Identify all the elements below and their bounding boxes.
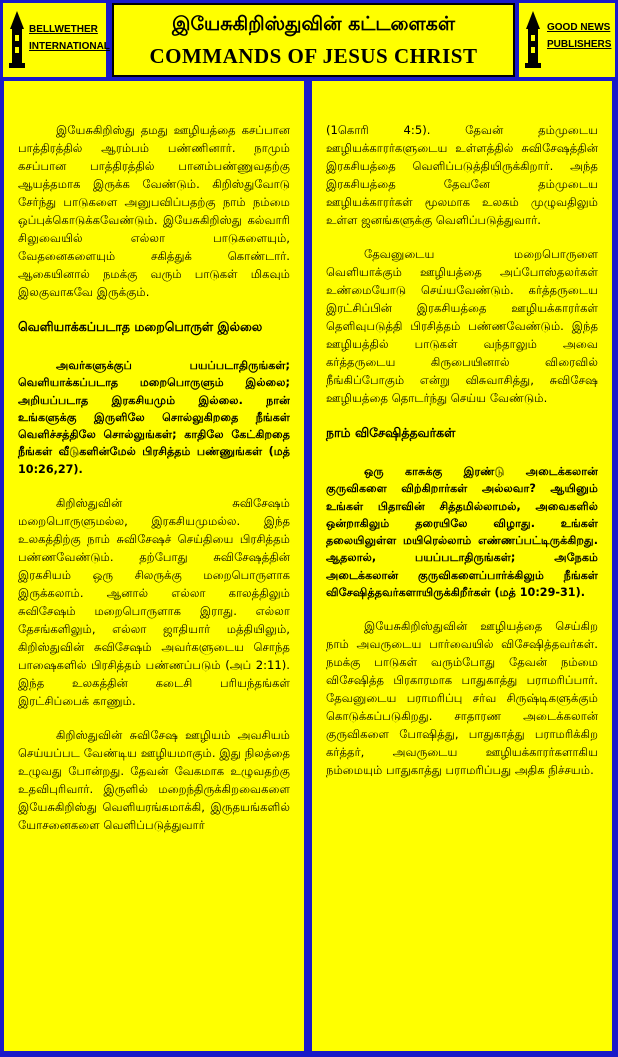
bellwether-logo-text bbox=[29, 21, 110, 55]
title-banner bbox=[112, 3, 515, 77]
logo-left-line2: INTERNATIONAL bbox=[29, 41, 110, 52]
left-paragraph-2: கிறிஸ்துவின் சுவிசேஷம் மறைபொருளுமல்ல, இரகசியமுமல்ல. இந்த உலகத்திற்கு நாம் சுவிசேஷச் செய்தியை பிரசித்தம் பண்ணவேண்டும். தற்போது சுவிசேஷத்தின் இரகசியம் ஒரு சிலருக்கு மறைபொருளாக இருக்கலாம். ஆனால் எல்லா காலத்திலும் சுவிசேஷம் மறைபொருளாக இராது. எல்லா தேசங்களிலும், எல்லா ஜாதியார் மத்தியிலும், கிறிஸ்துவின் சுவிசேஷம் அவர்களுடைய சொந்த பாஷைகளில் பிரசித்தம் பண்ணப்படும் (அப் 2:11). இந்த உலகத்தின் கடைசி பரியந்தங்கள் இரட்சிப்பைக் காணும். bbox=[18, 496, 290, 709]
good-news-logo bbox=[519, 3, 615, 77]
right-scripture-quote: ஒரு காசுக்கு இரண்டு அடைக்கலான் குருவிகளை விற்கிறார்கள் அல்லவா? ஆயினும் உங்கள் பிதாவின் சித்தமில்லாமல், அவைகளில் ஒன்றாகிலும் தரையிலே விழாது. உங்கள் தலையிலுள்ள மயிரெல்லாம் எண்ணப்பட்டிருக்கிறது. ஆதலால், பயப்படாதிருங்கள்; அநேகம் அடைக்கலான் குருவிகளைப்பார்க்கிலும் நீங்கள் விசேஷித்தவர்களாயிருக்கிறீர்கள் (மத் 10:29-31). bbox=[326, 465, 598, 600]
left-section-heading: வெளியாக்கப்படாத மறைபொருள் இல்லை bbox=[18, 319, 263, 334]
bellwether-logo bbox=[3, 3, 110, 77]
tower-icon bbox=[523, 11, 543, 69]
title-tamil: இயேசுகிறிஸ்துவின் கட்டளைகள் bbox=[172, 13, 455, 35]
tower-icon bbox=[7, 11, 27, 69]
logo-right-line2: PUBLISHERS bbox=[547, 39, 612, 50]
good-news-logo-text bbox=[547, 19, 611, 53]
page-header bbox=[3, 3, 615, 77]
left-column bbox=[4, 81, 304, 1051]
left-paragraph-1: இயேசுகிறிஸ்து தமது ஊழியத்தை கசப்பான பாத்திரத்தில் ஆரம்பம் பண்ணினார். நாமும் கசப்பான பாத்திரத்தில் பானம்பண்ணுவதற்கு ஆயத்தமாக இருக்க வேண்டும். கிறிஸ்துவோடு சேர்ந்து பாடுகளை அனுபவிப்பதற்கு நாம் நம்மை ஒப்புக்கொடுக்கவேண்டும். இயேசுகிறிஸ்து கல்வாரி சிலுவையில் எல்லா பாடுகளையும், வேதனைகளையும் சகித்துக் கொண்டார். ஆகையினால் நமக்கு வரும் பாடுகள் மிகவும் இலகுவாகவே இருக்கும். bbox=[18, 123, 290, 299]
logo-right-line1: GOOD NEWS bbox=[547, 22, 611, 33]
right-paragraph-1: (1கொரி 4:5). தேவன் தம்முடைய ஊழியக்காரர்களுடைய உள்ளத்தில் சுவிசேஷத்தின் இரகசியத்தை வெளிப்படுத்தியிருக்கிறார். அந்த இரகசியத்தை தேவனே தம்முடைய ஊழியக்காரர்கள் மூலமாக உலகம் முழுவதிலும் உள்ள ஜனங்களுக்கு வெளிப்படுத்துவார். bbox=[326, 123, 598, 227]
right-paragraph-3: இயேசுகிறிஸ்துவின் ஊழியத்தை செய்கிற நாம் அவருடைய பார்வையில் விசேஷித்தவர்கள். நமக்கு பாடுகள் வரும்போது தேவன் நம்மை விசேஷித்த பிரகாரமாக பாதுகாத்து பராமரிப்பார். தேவனுடைய பராமரிப்பு சர்வ சிருஷ்டிகளுக்கும் கொடுக்கப்படுகிறது. சாதாரண அடைக்கலான் குருவிகளை போஷித்து, பாதுகாத்து பராமரிக்கிற கர்த்தர், அவருடைய ஊழியக்காரர்களாகிய நம்மையும் பாதுகாத்து பராமரிப்பது அதிக நிச்சயம். bbox=[326, 619, 598, 778]
logo-left-line1: BELLWETHER bbox=[29, 24, 98, 35]
left-paragraph-3: கிறிஸ்துவின் சுவிசேஷ ஊழியம் அவசியம் செய்யப்பட வேண்டிய ஊழியமாகும். இது நிலத்தை உழுவது போன்றது. தேவன் வேகமாக உழுவதற்கு உதவிபுரிவார். இருளில் மறைந்திருக்கிறவைகளை இயேசுகிறிஸ்து வெளியரங்கமாக்கி, இருதயங்களில் யோசனைகளை வெளிப்படுத்துவார் bbox=[18, 728, 290, 833]
right-column bbox=[312, 81, 612, 1051]
left-scripture-quote: அவர்களுக்குப் பயப்படாதிருங்கள்; வெளியாக்கப்படாத மறைபொருளும் இல்லை; அறியப்படாத இரகசியமும் இல்லை. நான் உங்களுக்கு இருளிலே சொல்லுகிறதை நீங்கள் வெளிச்சத்திலே சொல்லுங்கள்; காதிலே கேட்கிறதை நீங்கள் வீடுகளின்மேல் பிரசித்தம் பண்ணுங்கள் (மத் 10:26,27). bbox=[18, 359, 290, 476]
right-paragraph-2: தேவனுடைய மறைபொருளை வெளியாக்கும் ஊழியத்தை அப்போஸ்தலர்கள் உண்மையோடு செய்யவேண்டும். கர்த்தருடைய இரட்சிப்பின் இரகசியத்தை ஊழியக்காரர்கள் தெளிவுபடுத்தி பிரசித்தம் பண்ணவேண்டும். இந்த ஊழியத்தில் பாடுகள் வந்தாலும் அவை கர்த்தருடைய கிருபையினால் விரைவில் நீங்கிப்போகும் என்று விசுவாசித்து, சுவிசேஷ ஊழியத்தை தொடர்ந்து செய்ய வேண்டும். bbox=[326, 247, 598, 405]
title-english: COMMANDS OF JESUS CHRIST bbox=[149, 44, 478, 68]
right-section-heading: நாம் விசேஷித்தவர்கள் bbox=[326, 425, 456, 440]
